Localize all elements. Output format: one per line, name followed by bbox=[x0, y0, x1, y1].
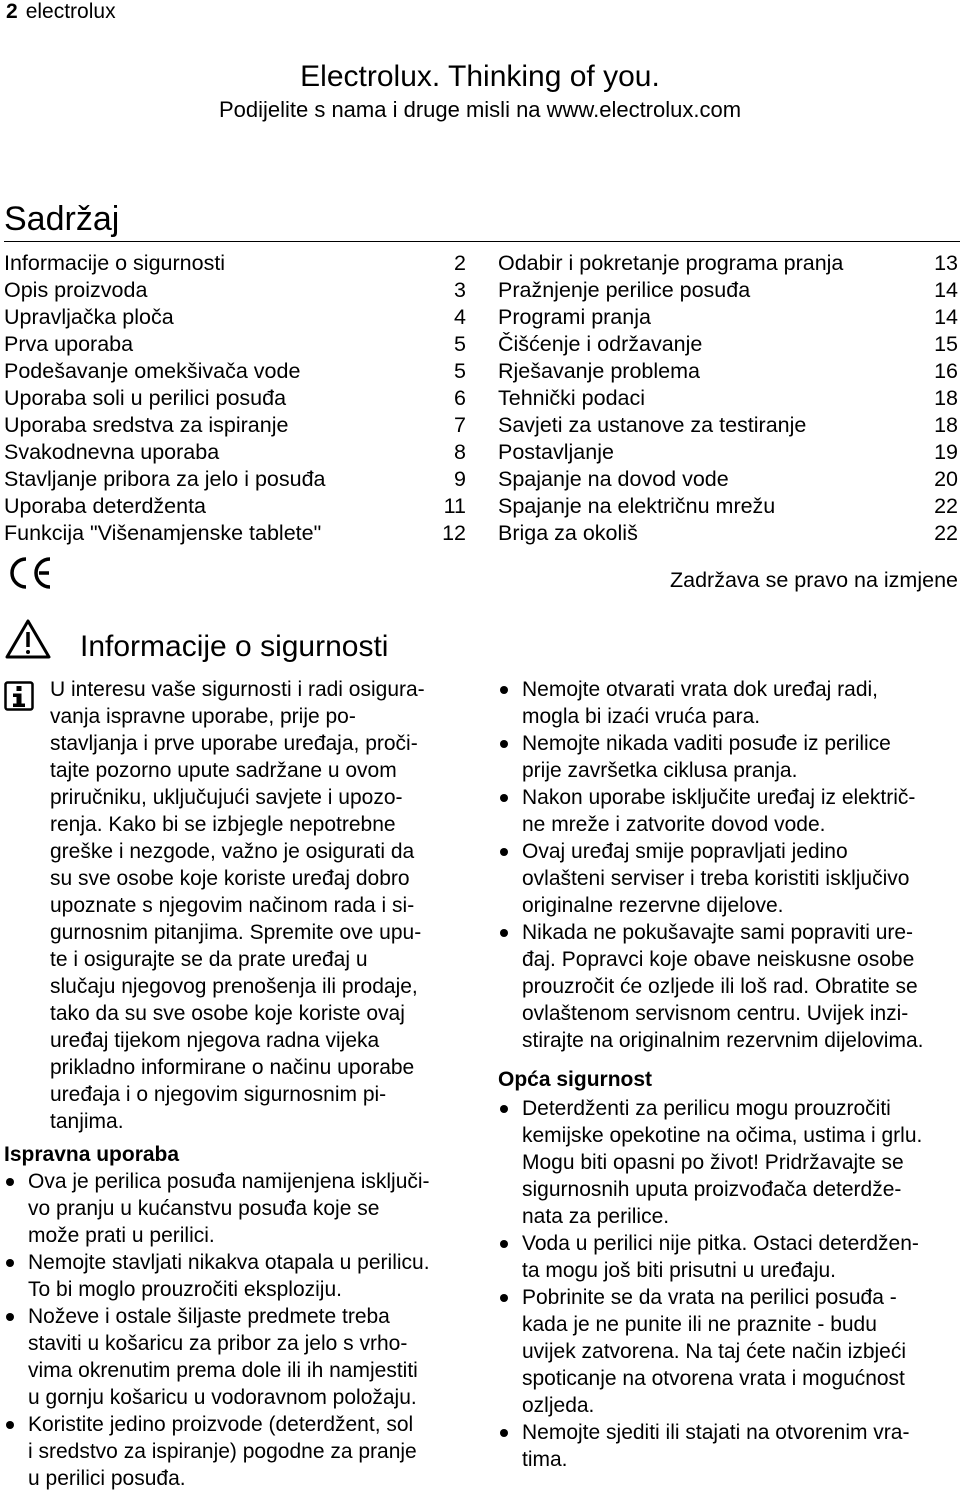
toc-entry-page: 3 bbox=[454, 278, 466, 302]
intro-line: uređaj tijekom njegova radna vijeka bbox=[50, 1029, 380, 1052]
safety-intro-paragraph bbox=[50, 676, 466, 1135]
list-item-line: Ova je perilica posuđa namijenjena isključi- bbox=[28, 1170, 430, 1193]
list-item-line: Nemojte stavljati nikakva otapala u perilicu. bbox=[28, 1251, 430, 1274]
toc-entry-page: 19 bbox=[934, 440, 958, 464]
intro-line: U interesu vaše sigurnosti i radi osigura- bbox=[50, 678, 425, 701]
toc-entry-page: 11 bbox=[443, 494, 466, 518]
safety-right-column bbox=[498, 676, 960, 1473]
intro-line: te i osigurajte se da prate uređaj u bbox=[50, 948, 368, 971]
toc-entry-page: 5 bbox=[454, 359, 466, 383]
toc-entry-label: Odabir i pokretanje programa pranja bbox=[498, 251, 844, 275]
toc-entry-label: Savjeti za ustanove za testiranje bbox=[498, 413, 807, 437]
toc-entry-label: Programi pranja bbox=[498, 305, 651, 329]
toc-entry-page: 13 bbox=[934, 251, 958, 275]
toc-heading: Sadržaj bbox=[4, 200, 120, 238]
list-item-line: Nemojte nikada vaditi posuđe iz perilice bbox=[522, 732, 891, 755]
list-item-line: ozljeda. bbox=[522, 1394, 595, 1417]
toc-entry bbox=[498, 304, 958, 331]
toc-entry bbox=[4, 277, 466, 304]
toc-entry-page: 22 bbox=[934, 521, 958, 545]
general-safety-item bbox=[498, 1284, 960, 1419]
toc-entry-label: Stavljanje pribora za jelo i posuđa bbox=[4, 467, 326, 491]
toc-entry-label: Svakodnevna uporaba bbox=[4, 440, 220, 464]
list-item-line: nata za perilice. bbox=[522, 1205, 670, 1228]
safety-item bbox=[498, 784, 960, 838]
intro-line: gurnosnim pitanjima. Spremite ove upu- bbox=[50, 921, 422, 944]
toc-entry bbox=[4, 439, 466, 466]
intro-line: tanjima. bbox=[50, 1110, 124, 1133]
header-brand: electrolux bbox=[25, 0, 116, 23]
toc-entry-label: Opis proizvoda bbox=[4, 278, 148, 302]
brand-slogan: Electrolux. Thinking of you. bbox=[300, 60, 660, 93]
ce-mark-icon bbox=[6, 556, 56, 595]
list-item-line: mogla bi izaći vruća para. bbox=[522, 705, 761, 728]
toc-entry-label: Upravljačka ploča bbox=[4, 305, 174, 329]
proper-use-item bbox=[4, 1168, 466, 1249]
toc-entry-label: Funkcija "Višenamjenske tablete" bbox=[4, 521, 322, 545]
list-item-line: ne mreže i zatvorite dovod vode. bbox=[522, 813, 826, 836]
toc-entry bbox=[498, 250, 958, 277]
toc-entry bbox=[498, 331, 958, 358]
toc-entry-label: Podešavanje omekšivača vode bbox=[4, 359, 301, 383]
toc-entry-label: Pražnjenje perilice posuđa bbox=[498, 278, 751, 302]
list-item-line: Noževe i ostale šiljaste predmete treba bbox=[28, 1305, 390, 1328]
list-item-line: stirajte na originalnim rezervnim dijelovima. bbox=[522, 1029, 924, 1052]
page-header bbox=[6, 0, 116, 24]
safety-item bbox=[498, 919, 960, 1054]
toc-entry bbox=[498, 439, 958, 466]
toc-entry-page: 12 bbox=[442, 521, 466, 545]
list-item-line: Koristite jedino proizvode (deterdžent, sol bbox=[28, 1413, 414, 1436]
intro-line: stavljanja i prve uporabe uređaja, proči- bbox=[50, 732, 418, 755]
list-item-line: Mogu biti opasni po život! Pridržavajte se bbox=[522, 1151, 904, 1174]
intro-line: vanja ispravne uporabe, prije po- bbox=[50, 705, 356, 728]
safety-left-column bbox=[4, 676, 466, 1492]
general-safety-item bbox=[498, 1419, 960, 1473]
safety-right-list bbox=[498, 676, 960, 1054]
list-item-line: prouzročit će ozljede ili loš rad. Obratite se bbox=[522, 975, 918, 998]
proper-use-heading: Ispravna uporaba bbox=[4, 1143, 180, 1166]
proper-use-item bbox=[4, 1411, 466, 1492]
general-safety-list bbox=[498, 1095, 960, 1473]
list-item-line: vo pranju u kućanstvu posuđa koje se bbox=[28, 1197, 380, 1220]
toc-entry bbox=[4, 250, 466, 277]
rights-reserved-note: Zadržava se pravo na izmjene bbox=[669, 568, 958, 592]
toc-entry-page: 20 bbox=[934, 467, 958, 491]
toc-entry-label: Informacije o sigurnosti bbox=[4, 251, 226, 275]
list-item-line: Nikada ne pokušavajte sami popraviti ure- bbox=[522, 921, 914, 944]
toc-entry bbox=[498, 520, 958, 547]
toc-left-column bbox=[4, 250, 466, 547]
toc-entry-label: Briga za okoliš bbox=[498, 521, 638, 545]
list-item-line: đaj. Popravci koje obave neiskusne osobe bbox=[522, 948, 915, 971]
toc-entry-page: 4 bbox=[454, 305, 466, 329]
toc-entry-page: 9 bbox=[454, 467, 466, 491]
intro-line: slučaju njegovog prenošenja ili prodaje, bbox=[50, 975, 418, 998]
list-item-line: Nakon uporabe isključite uređaj iz električ- bbox=[522, 786, 916, 809]
list-item-line: originalne rezervne dijelove. bbox=[522, 894, 784, 917]
toc-entry bbox=[4, 304, 466, 331]
general-safety-heading: Opća sigurnost bbox=[498, 1068, 653, 1091]
safety-item bbox=[498, 838, 960, 919]
list-item-line: spoticanje na otvorena vrata i mogućnost bbox=[522, 1367, 905, 1390]
list-item-line: kemijske opekotine na očima, ustima i grlu. bbox=[522, 1124, 923, 1147]
list-item-line: Voda u perilici nije pitka. Ostaci deterdžen- bbox=[522, 1232, 919, 1255]
toc-entry bbox=[498, 493, 958, 520]
toc-right-column bbox=[498, 250, 958, 547]
toc-entry-page: 6 bbox=[454, 386, 466, 410]
toc-entry-label: Spajanje na električnu mrežu bbox=[498, 494, 776, 518]
page-number: 2 bbox=[6, 0, 18, 23]
list-item-line: Pobrinite se da vrata na perilici posuđa - bbox=[522, 1286, 897, 1309]
toc-entry-page: 2 bbox=[454, 251, 466, 275]
toc-entry-label: Prva uporaba bbox=[4, 332, 134, 356]
proper-use-list bbox=[4, 1168, 466, 1492]
toc-entry bbox=[4, 466, 466, 493]
intro-line: prikladno informirane o načinu uporabe bbox=[50, 1056, 415, 1079]
intro-line: priručniku, uključujući savjete i upozo- bbox=[50, 786, 403, 809]
list-item-line: Ovaj uređaj smije popravljati jedino bbox=[522, 840, 848, 863]
toc-entry-page: 18 bbox=[934, 386, 958, 410]
toc-entry-label: Spajanje na dovod vode bbox=[498, 467, 729, 491]
list-item-line: tima. bbox=[522, 1448, 568, 1471]
toc-entry-page: 14 bbox=[934, 305, 958, 329]
proper-use-item bbox=[4, 1303, 466, 1411]
toc-entry-label: Uporaba soli u perilici posuđa bbox=[4, 386, 287, 410]
toc-entry bbox=[498, 358, 958, 385]
list-item-line: ovlaštenom servisnom centru. Uvijek inzi- bbox=[522, 1002, 909, 1025]
toc-entry-page: 18 bbox=[934, 413, 958, 437]
intro-line: tako da su sve osobe koje koriste ovaj bbox=[50, 1002, 405, 1025]
toc-entry-page: 7 bbox=[454, 413, 466, 437]
list-item-line: ta mogu još biti prisutni u uređaju. bbox=[522, 1259, 837, 1282]
toc-entry bbox=[4, 358, 466, 385]
general-safety-item bbox=[498, 1230, 960, 1284]
toc-entry-label: Postavljanje bbox=[498, 440, 614, 464]
intro-line: uređaja i o njegovim sigurnosnim pi- bbox=[50, 1083, 387, 1106]
list-item-line: vima okrenutim prema dole ili ih namjestiti bbox=[28, 1359, 418, 1382]
toc-entry-page: 22 bbox=[934, 494, 958, 518]
toc-entry bbox=[498, 412, 958, 439]
toc-entry-page: 5 bbox=[454, 332, 466, 356]
toc-entry-page: 16 bbox=[934, 359, 958, 383]
intro-line: greške i nezgode, važno je osigurati da bbox=[50, 840, 415, 863]
toc-entry bbox=[4, 412, 466, 439]
toc-entry-label: Čišćenje i održavanje bbox=[498, 332, 703, 356]
toc-entry-label: Uporaba deterdženta bbox=[4, 494, 207, 518]
toc-entry-page: 14 bbox=[934, 278, 958, 302]
list-item-line: sigurnosnih uputa proizvođača deterdže- bbox=[522, 1178, 902, 1201]
list-item-line: Nemojte sjediti ili stajati na otvorenim vra- bbox=[522, 1421, 910, 1444]
list-item-line: staviti u košaricu za pribor za jelo s vrho- bbox=[28, 1332, 408, 1355]
toc-entry-page: 8 bbox=[454, 440, 466, 464]
intro-line: tajte pozorno upute sadržane u ovom bbox=[50, 759, 397, 782]
brand-subtitle: Podijelite s nama i druge misli na www.electrolux.com bbox=[218, 97, 742, 122]
list-item-line: prije završetka ciklusa pranja. bbox=[522, 759, 798, 782]
toc-entry-label: Rješavanje problema bbox=[498, 359, 700, 383]
warning-triangle-icon bbox=[4, 618, 52, 665]
toc-entry bbox=[4, 493, 466, 520]
list-item-line: Deterdženti za perilicu mogu prouzročiti bbox=[522, 1097, 891, 1120]
general-safety-item bbox=[498, 1095, 960, 1230]
intro-line: upoznate s njegovim načinom rada i si- bbox=[50, 894, 415, 917]
toc-entry-page: 15 bbox=[934, 332, 958, 356]
safety-item bbox=[498, 730, 960, 784]
list-item-line: To bi moglo prouzročiti eksploziju. bbox=[28, 1278, 342, 1301]
safety-item bbox=[498, 676, 960, 730]
list-item-line: i sredstvo za ispiranje) pogodne za pranje bbox=[28, 1440, 417, 1463]
list-item-line: u gornju košaricu u vodoravnom položaju. bbox=[28, 1386, 417, 1409]
proper-use-item bbox=[4, 1249, 466, 1303]
toc-entry-label: Tehnički podaci bbox=[498, 386, 646, 410]
toc-entry bbox=[498, 466, 958, 493]
list-item-line: kada je ne punite ili ne praznite - budu bbox=[522, 1313, 877, 1336]
list-item-line: ovlašteni serviser i treba koristiti isključivo bbox=[522, 867, 910, 890]
list-item-line: u perilici posuđa. bbox=[28, 1467, 186, 1490]
toc-divider bbox=[4, 241, 960, 242]
toc-entry bbox=[498, 277, 958, 304]
toc-entry-label: Uporaba sredstva za ispiranje bbox=[4, 413, 289, 437]
toc-entry bbox=[4, 520, 466, 547]
list-item-line: može prati u perilici. bbox=[28, 1224, 215, 1247]
list-item-line: uvijek zatvorena. Na taj ćete način izbjeći bbox=[522, 1340, 907, 1363]
toc-entry bbox=[4, 331, 466, 358]
intro-line: su sve osobe koje koriste uređaj dobro bbox=[50, 867, 410, 890]
intro-line: renja. Kako bi se izbjegle nepotrebne bbox=[50, 813, 396, 836]
list-item-line: Nemojte otvarati vrata dok uređaj radi, bbox=[522, 678, 879, 701]
toc-entry bbox=[498, 385, 958, 412]
toc-entry bbox=[4, 385, 466, 412]
section-title: Informacije o sigurnosti bbox=[80, 630, 389, 663]
